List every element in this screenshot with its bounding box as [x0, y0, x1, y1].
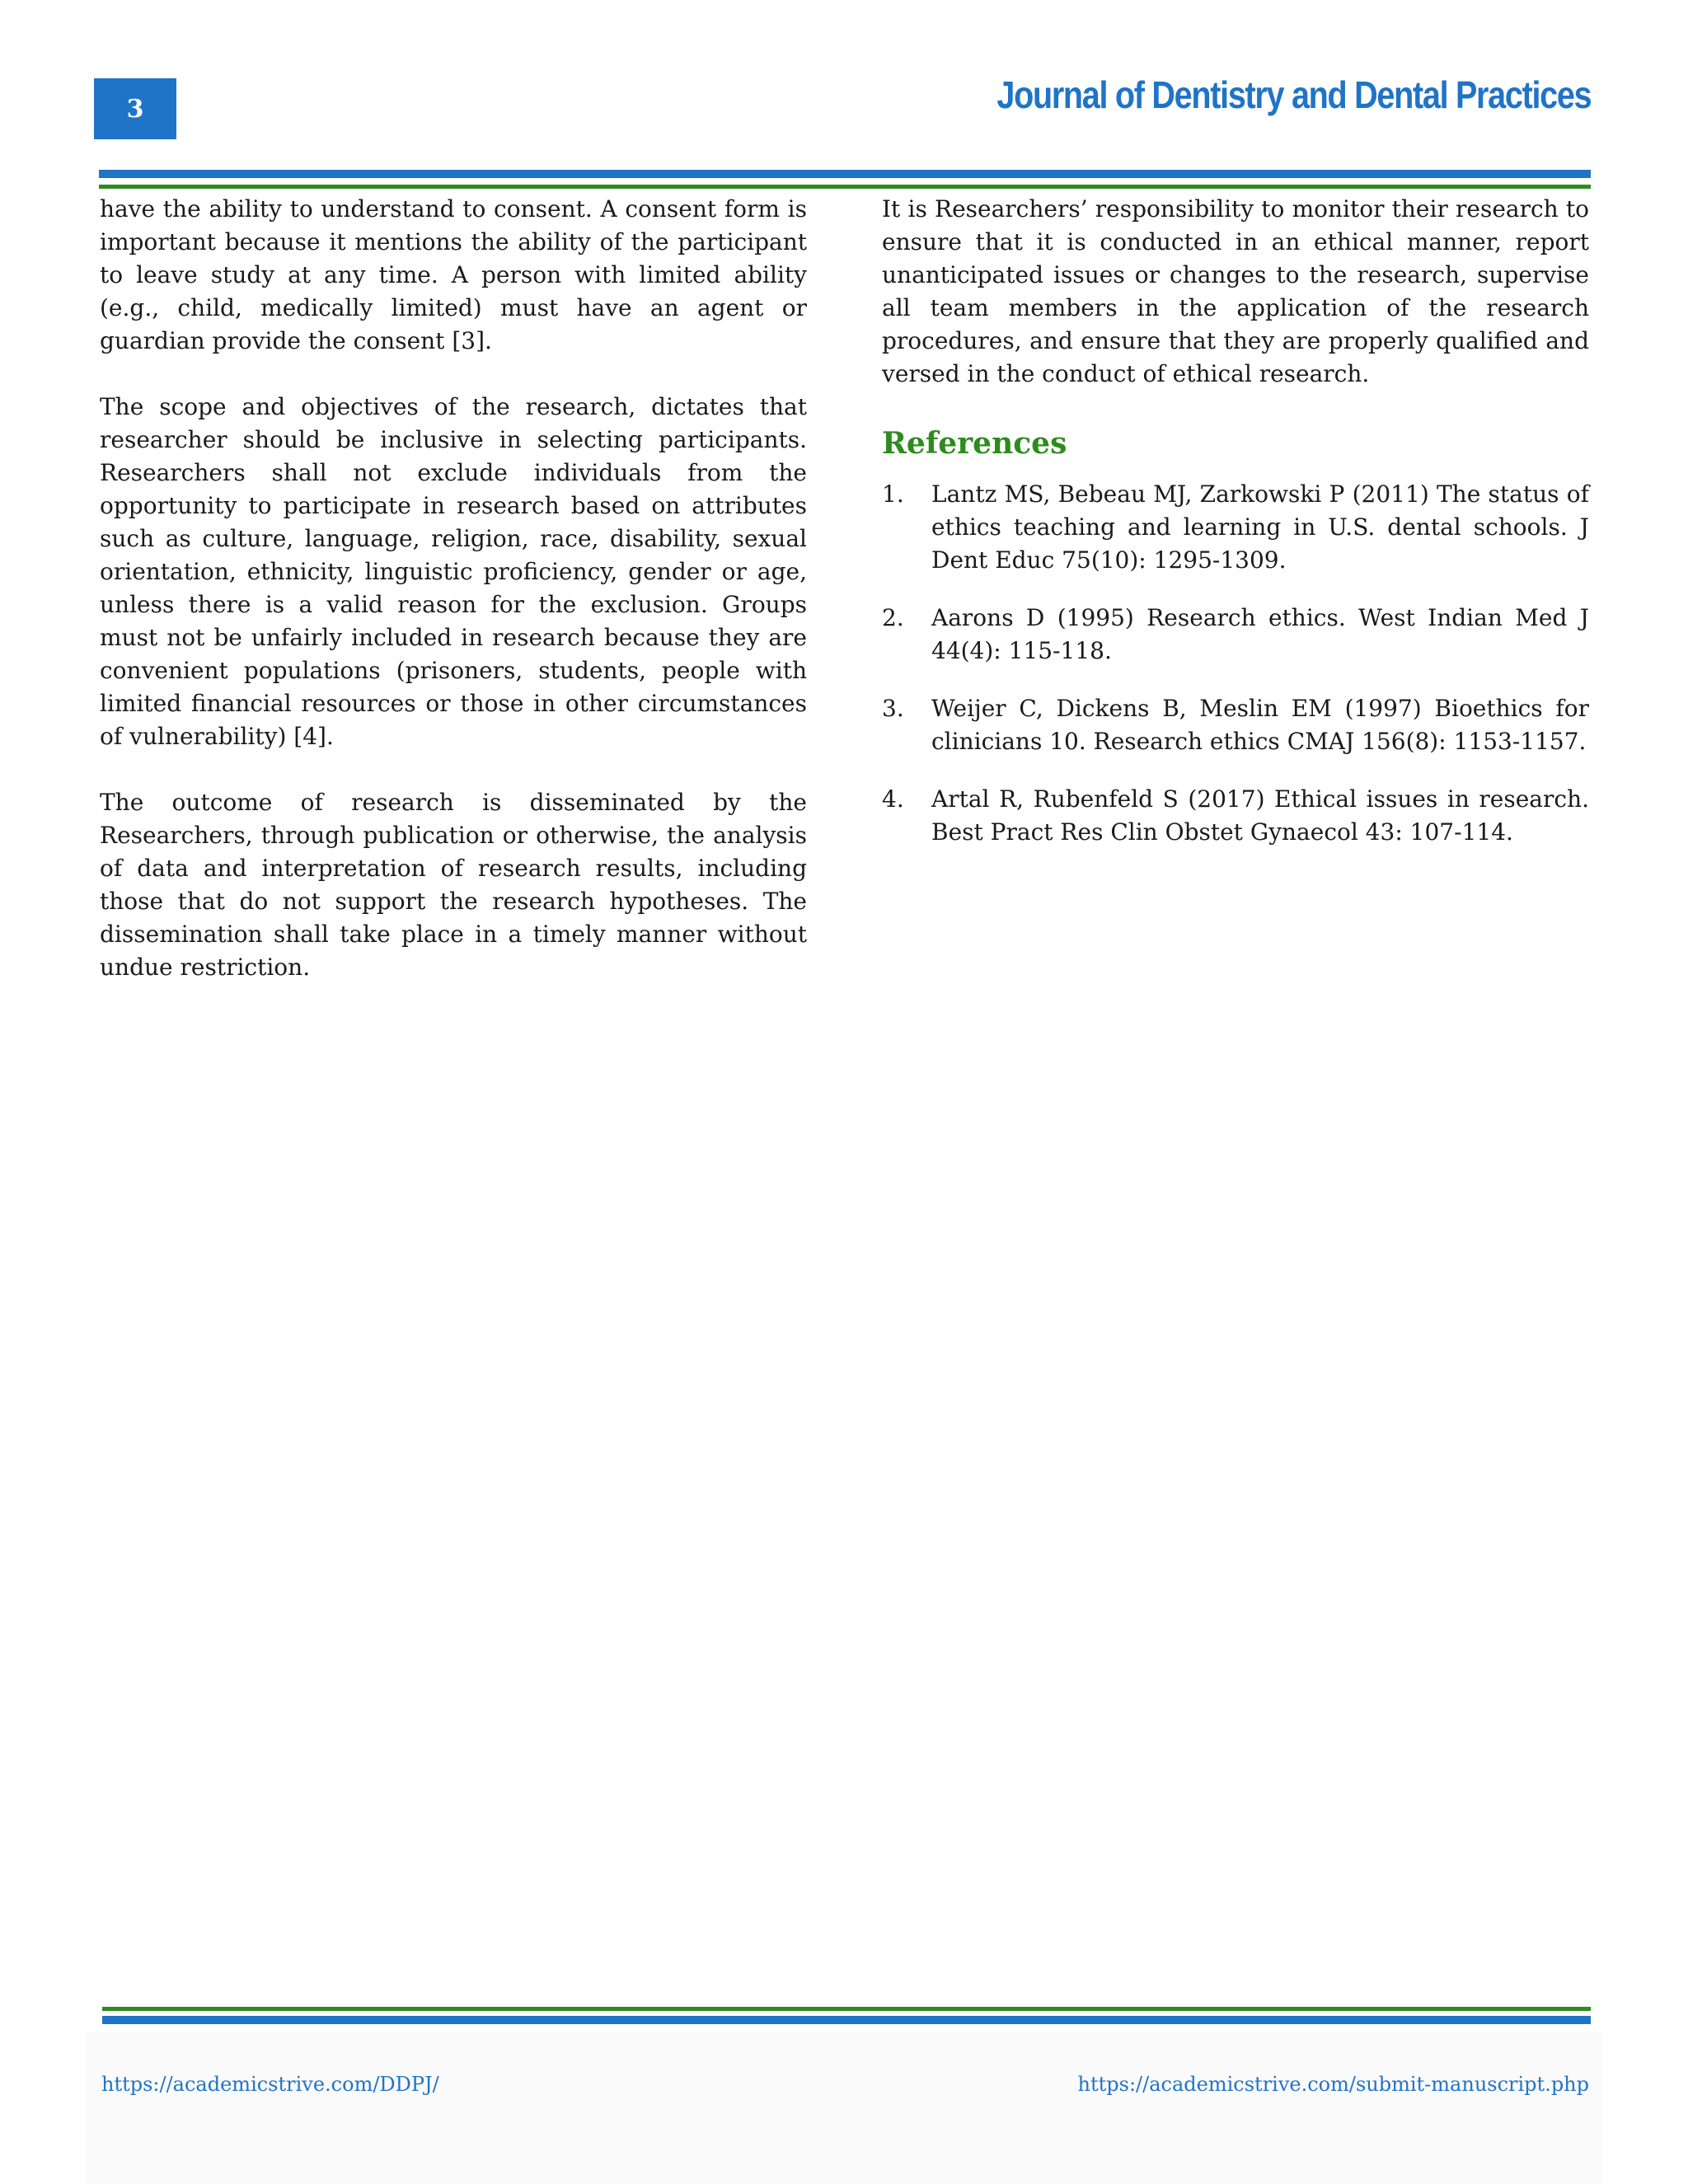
submit-manuscript-link[interactable]: https://academicstrive.com/submit-manuscript.php — [1077, 2073, 1589, 2096]
references-heading: References — [882, 426, 1067, 461]
left-column — [100, 193, 807, 1017]
reference-text: Weijer C, Dickens B, Meslin EM (1997) Bioethics for clinicians 10. Research ethics CMAJ 156(8): 1153-1157. — [931, 695, 1589, 755]
reference-item — [882, 783, 1589, 849]
body-paragraph: The outcome of research is disseminated by the Researchers, through publication or otherwise, the analysis of data and interpretation of research results, including those that do not support the research hypotheses. The dissemination shall take place in a timely manner without undue restriction. — [100, 789, 807, 981]
body-paragraph: have the ability to understand to consent. A consent form is important because it mentions the ability of the participant to leave study at any time. A person with limited ability (e.g., child, medically limited) must have an agent or guardian provide the consent [3]. — [100, 195, 807, 354]
footer-background — [86, 2032, 1602, 2184]
reference-item — [882, 478, 1589, 577]
reference-number: 2. — [882, 604, 904, 631]
header-rule-green — [99, 185, 1591, 189]
body-paragraph: The scope and objectives of the research, dictates that researcher should be inclusive in selecting participants. Researchers shall not exclude individuals from the opportunity to participate in research based on attributes such as culture, language, religion, race, disability, sexual orientation, ethnicity, linguistic proficiency, gender or age, unless there is a valid reason for the exclusion. Groups must not be unfairly included in research because they are convenient populations (prisoners, students, people with limited financial resources or those in other circumstances of vulnerability) [4]. — [100, 393, 807, 750]
reference-item — [882, 602, 1589, 668]
right-column — [882, 193, 1589, 874]
journal-title: Journal of Dentistry and Dental Practices — [996, 73, 1591, 116]
references-list — [882, 478, 1589, 849]
reference-item — [882, 692, 1589, 758]
journal-home-link[interactable]: https://academicstrive.com/DDPJ/ — [101, 2073, 439, 2096]
body-paragraph: It is Researchers’ responsibility to monitor their research to ensure that it is conducted in an ethical manner, report unanticipated issues or changes to the research, supervise all team members in the application of the research procedures, and ensure that they are properly qualified and versed in the conduct of ethical research. — [882, 195, 1589, 387]
reference-number: 1. — [882, 480, 904, 508]
reference-text: Artal R, Rubenfeld S (2017) Ethical issues in research. Best Pract Res Clin Obstet Gynaecol 43: 107-114. — [931, 785, 1589, 846]
reference-number: 4. — [882, 785, 904, 813]
page-number: 3 — [94, 78, 176, 139]
reference-text: Aarons D (1995) Research ethics. West Indian Med J 44(4): 115-118. — [931, 604, 1589, 664]
reference-text: Lantz MS, Bebeau MJ, Zarkowski P (2011) The status of ethics teaching and learning in U.S. dental schools. J Dent Educ 75(10): 1295-1309. — [931, 480, 1589, 574]
reference-number: 3. — [882, 695, 904, 722]
footer-rule-green — [102, 2007, 1591, 2011]
footer-rule-blue — [102, 2016, 1591, 2024]
header-rule-blue — [99, 170, 1591, 178]
